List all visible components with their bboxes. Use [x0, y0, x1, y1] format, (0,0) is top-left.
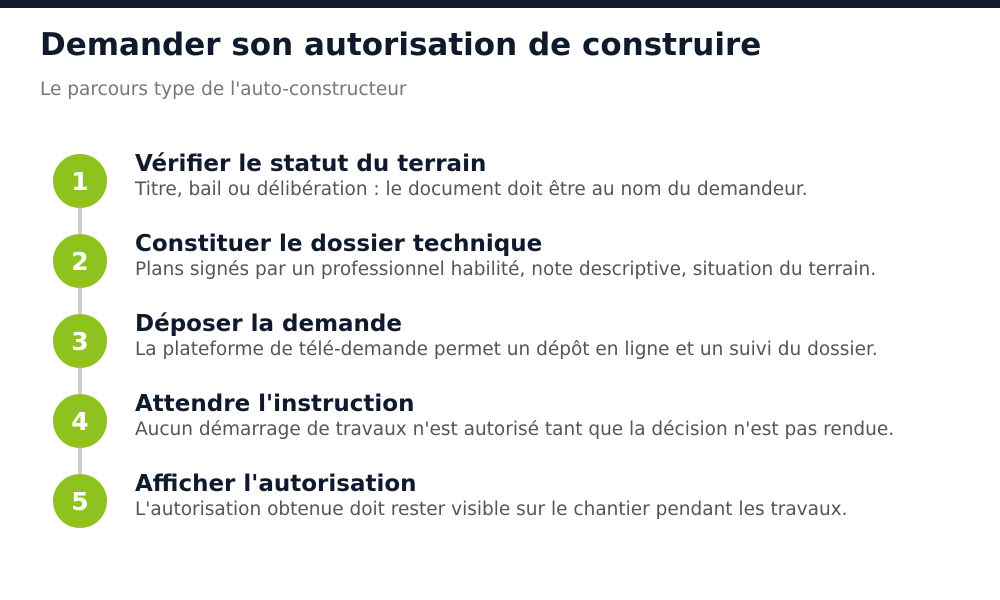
page-title: Demander son autorisation de construire: [40, 27, 762, 63]
step-number-badge: 2: [53, 234, 107, 288]
step-description: L'autorisation obtenue doit rester visible sur le chantier pendant les travaux.: [135, 499, 848, 520]
step-number-badge: 1: [53, 154, 107, 208]
step-title: Déposer la demande: [135, 311, 402, 337]
step-item: [0, 311, 1000, 394]
step-item: [0, 231, 1000, 314]
step-item: [0, 391, 1000, 474]
step-item: [0, 471, 1000, 554]
step-item: [0, 151, 1000, 234]
step-number-badge: 5: [53, 474, 107, 528]
page-subtitle: Le parcours type de l'auto-constructeur: [40, 79, 407, 100]
step-description: La plateforme de télé-demande permet un dépôt en ligne et un suivi du dossier.: [135, 339, 878, 360]
step-number-badge: 3: [53, 314, 107, 368]
step-title: Afficher l'autorisation: [135, 471, 417, 497]
step-title: Vérifier le statut du terrain: [135, 151, 487, 177]
step-title: Attendre l'instruction: [135, 391, 415, 417]
step-description: Titre, bail ou délibération : le document doit être au nom du demandeur.: [135, 179, 808, 200]
step-description: Aucun démarrage de travaux n'est autorisé tant que la décision n'est pas rendue.: [135, 419, 895, 440]
step-description: Plans signés par un professionnel habilité, note descriptive, situation du terrain.: [135, 259, 877, 280]
step-number-badge: 4: [53, 394, 107, 448]
step-title: Constituer le dossier technique: [135, 231, 543, 257]
